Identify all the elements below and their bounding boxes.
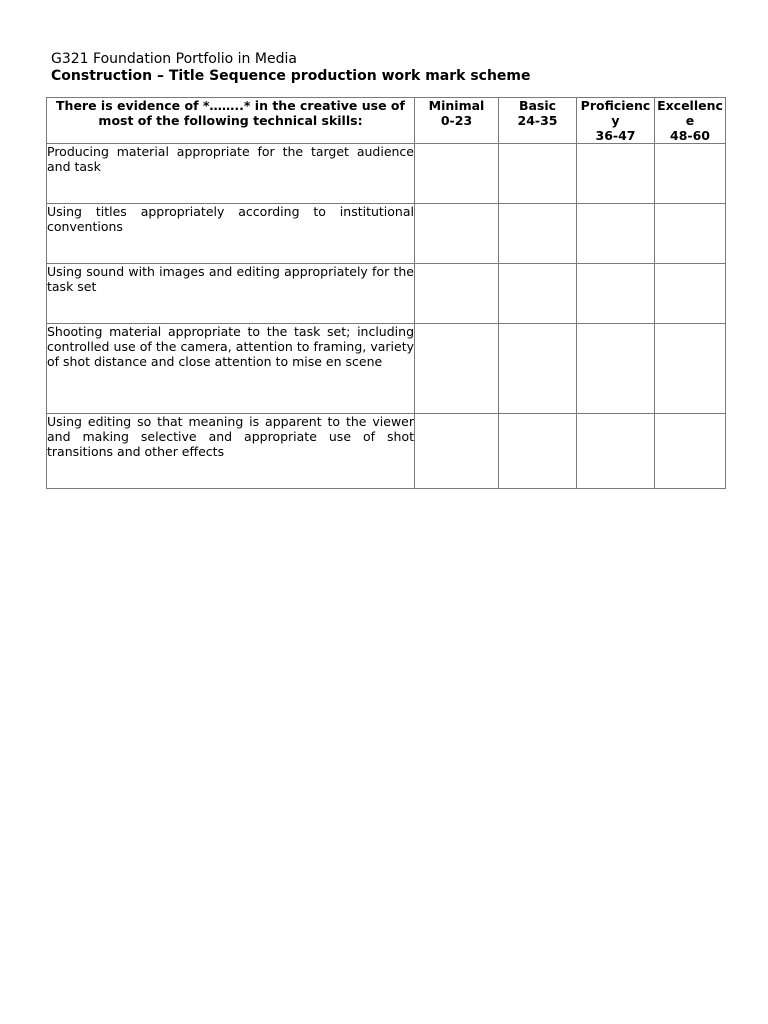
score-cell-minimal[interactable] bbox=[415, 204, 499, 264]
mark-scheme-table bbox=[46, 97, 726, 489]
table-row bbox=[47, 324, 726, 414]
score-cell-basic[interactable] bbox=[499, 324, 577, 414]
score-cell-minimal[interactable] bbox=[415, 144, 499, 204]
score-cell-basic[interactable] bbox=[499, 414, 577, 489]
score-cell-excellence[interactable] bbox=[655, 324, 726, 414]
level-name: Proficiency bbox=[580, 98, 651, 128]
level-range: 36-47 bbox=[595, 128, 636, 143]
score-cell-basic[interactable] bbox=[499, 264, 577, 324]
score-cell-basic[interactable] bbox=[499, 204, 577, 264]
score-cell-proficiency[interactable] bbox=[577, 264, 655, 324]
criterion-text: Producing material appropriate for the target audience and task bbox=[47, 144, 415, 204]
level-name: Minimal bbox=[428, 98, 485, 113]
criterion-text: Using editing so that meaning is apparent to the viewer and making selective and appropriate use of shot transitions and other effects bbox=[47, 414, 415, 489]
document-title: G321 Foundation Portfolio in Media bbox=[51, 51, 297, 67]
score-cell-excellence[interactable] bbox=[655, 144, 726, 204]
score-cell-minimal[interactable] bbox=[415, 324, 499, 414]
score-cell-proficiency[interactable] bbox=[577, 324, 655, 414]
level-name: Excellence bbox=[657, 98, 723, 128]
table-row bbox=[47, 204, 726, 264]
score-cell-basic[interactable] bbox=[499, 144, 577, 204]
score-cell-excellence[interactable] bbox=[655, 414, 726, 489]
level-range: 24-35 bbox=[517, 113, 558, 128]
criterion-text: Using titles appropriately according to institutional conventions bbox=[47, 204, 415, 264]
score-cell-minimal[interactable] bbox=[415, 264, 499, 324]
score-cell-proficiency[interactable] bbox=[577, 204, 655, 264]
table-row bbox=[47, 414, 726, 489]
level-header-minimal bbox=[415, 98, 499, 144]
level-header-basic bbox=[499, 98, 577, 144]
score-cell-excellence[interactable] bbox=[655, 204, 726, 264]
score-cell-minimal[interactable] bbox=[415, 414, 499, 489]
table-row bbox=[47, 264, 726, 324]
level-name: Basic bbox=[518, 98, 557, 113]
level-range: 48-60 bbox=[670, 128, 710, 143]
score-cell-proficiency[interactable] bbox=[577, 414, 655, 489]
criterion-text: Shooting material appropriate to the task set; including controlled use of the camera, attention to framing, variety of shot distance and close attention to mise en scene bbox=[47, 324, 415, 414]
level-header-excellence bbox=[655, 98, 726, 144]
criteria-column-header: There is evidence of *……..* in the creative use of most of the following technical skills: bbox=[47, 98, 415, 144]
table-row bbox=[47, 144, 726, 204]
table-header-row bbox=[47, 98, 726, 144]
document-subtitle: Construction – Title Sequence production work mark scheme bbox=[51, 68, 531, 84]
criterion-text: Using sound with images and editing appropriately for the task set bbox=[47, 264, 415, 324]
level-range: 0-23 bbox=[440, 113, 473, 128]
level-header-proficiency bbox=[577, 98, 655, 144]
score-cell-proficiency[interactable] bbox=[577, 144, 655, 204]
score-cell-excellence[interactable] bbox=[655, 264, 726, 324]
